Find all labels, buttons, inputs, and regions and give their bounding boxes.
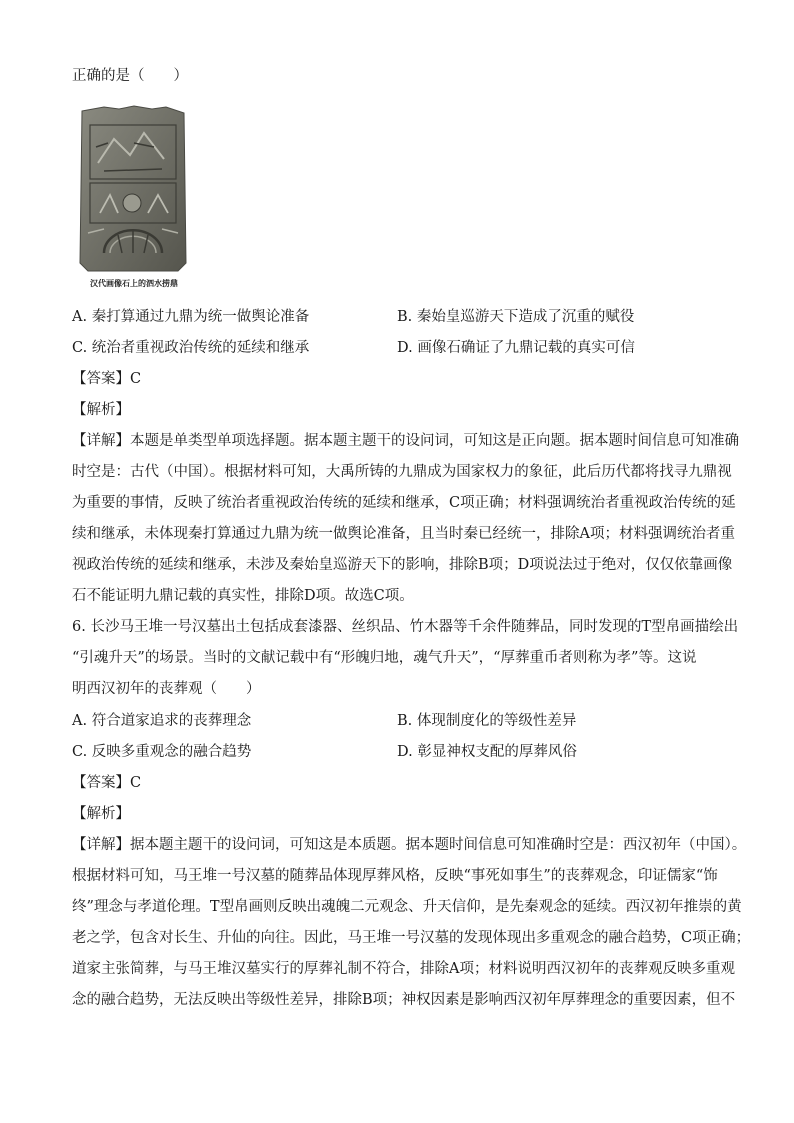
detail-line: 为重要的事情，反映了统治者重视政治传统的延续和继承，C项正确；材料强调统治者重视政治传统的延 (72, 495, 736, 511)
detail-line: 视政治传统的延续和继承，未涉及秦始皇巡游天下的影响，排除B项；D项说法过于绝对，仅仅依靠画像 (72, 557, 733, 573)
detail-line: 念的融合趋势，无法反映出等级性差异，排除B项；神权因素是影响西汉初年厚葬理念的重要因素，但不 (72, 992, 736, 1008)
detail-line: 道家主张简葬，与马王堆汉墓实行的厚葬礼制不符合，排除A项；材料说明西汉初年的丧葬观反映多重观 (72, 961, 735, 977)
question-stem-line: 6. 长沙马王堆一号汉墓出土包括成套漆器、丝织品、竹木器等千余件随葬品，同时发现的T型帛画描绘出 (72, 619, 739, 635)
image-caption: 汉代画像石上的泗水捞鼎 (90, 279, 178, 288)
question-stem-line: 明西汉初年的丧葬观（ ） (72, 681, 261, 697)
detail-line: 时空是：古代（中国）。根据材料可知，大禹所铸的九鼎成为国家权力的象征，此后历代都将找寻九鼎视 (72, 464, 732, 480)
detail-line: 老之学，包含对长生、升仙的向往。因此，马王堆一号汉墓的发现体现出多重观念的融合趋势，C项正确； (72, 930, 751, 946)
option-a: A. 秦打算通过九鼎为统一做舆论准备 (72, 309, 310, 325)
analysis-label: 【解析】 (72, 402, 130, 418)
option-a: A. 符合道家追求的丧葬理念 (72, 713, 252, 729)
analysis-label: 【解析】 (72, 806, 130, 822)
option-b: B. 体现制度化的等级性差异 (397, 713, 577, 729)
detail-line: 终”理念与孝道伦理。T型帛画则反映出魂魄二元观念、升天信仰，是先秦观念的延续。西汉初年推崇的黄 (72, 899, 742, 915)
detail-line: 续和继承，未体现秦打算通过九鼎为统一做舆论准备，且当时秦已经统一，排除A项；材料强调统治者重 (72, 526, 735, 542)
option-b: B. 秦始皇巡游天下造成了沉重的赋役 (397, 309, 635, 325)
detail-line: 【详解】本题是单类型单项选择题。据本题主题干的设问词，可知这是正向题。据本题时间信息可知准确 (72, 433, 739, 449)
stone-relief-image (74, 103, 192, 273)
answer-label: 【答案】C (72, 775, 142, 791)
option-d: D. 画像石确证了九鼎记载的真实可信 (397, 340, 635, 356)
option-c: C. 统治者重视政治传统的延续和继承 (72, 340, 310, 356)
question-stem-end: 正确的是（ ） (72, 68, 188, 84)
detail-line: 【详解】据本题主题干的设问词，可知这是本质题。据本题时间信息可知准确时空是：西汉初年（中国）。 (72, 837, 747, 853)
question-stem-line: “引魂升天”的场景。当时的文献记载中有“形魄归地，魂气升天”，“厚葬重币者则称为孝”等。这说 (72, 650, 697, 666)
detail-line: 石不能证明九鼎记载的真实性，排除D项。故选C项。 (72, 588, 414, 604)
answer-label: 【答案】C (72, 371, 142, 387)
option-c: C. 反映多重观念的融合趋势 (72, 744, 252, 760)
option-d: D. 彰显神权支配的厚葬风俗 (397, 744, 577, 760)
detail-line: 根据材料可知，马王堆一号汉墓的随葬品体现厚葬风格，反映“事死如事生”的丧葬观念，印证儒家“饰 (72, 868, 718, 884)
